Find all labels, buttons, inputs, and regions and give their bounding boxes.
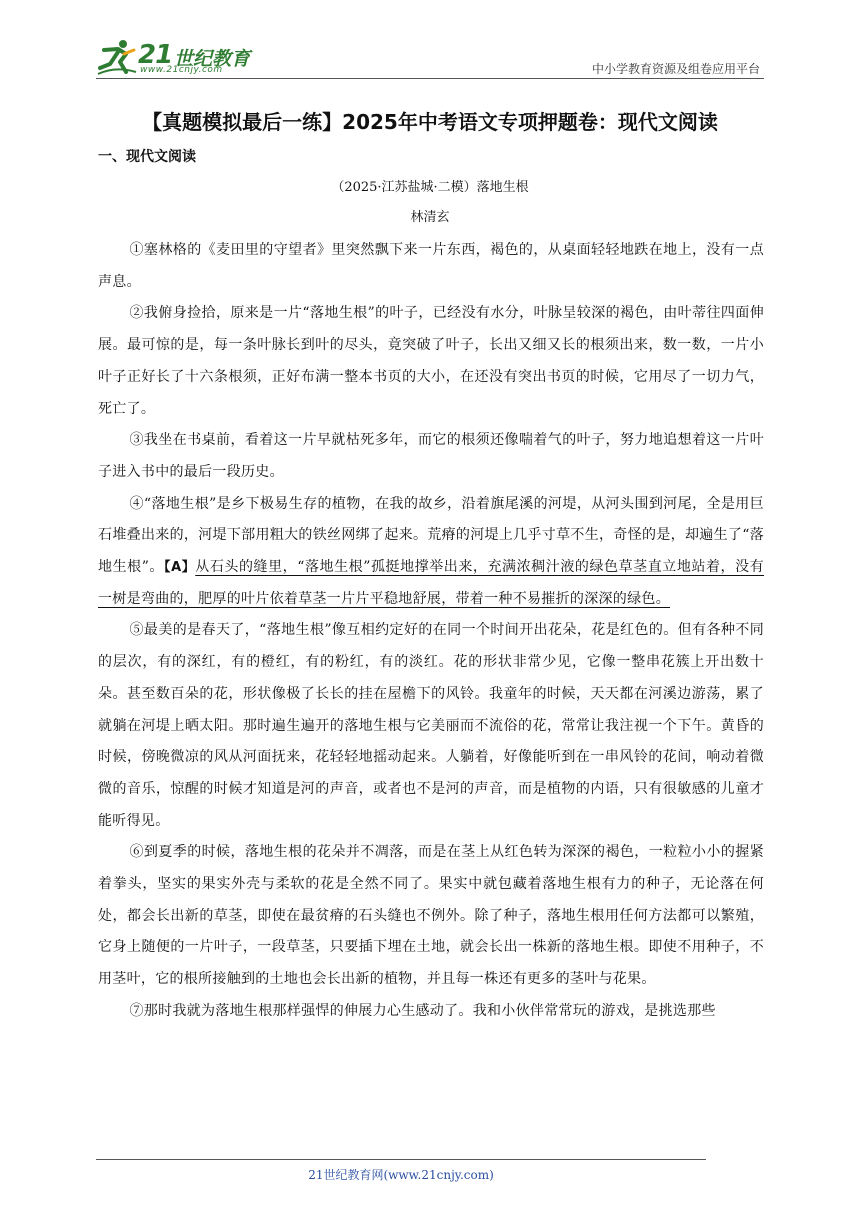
underlined-sentence: 从石头的缝里，“落地生根”孤挺地撑举出来，充满浓稠汁液的绿色草茎直立地站着，没有一树是弯曲的，肥厚的叶片依着草茎一片片平稳地舒展，带着一种不易摧折的深深的绿色。: [98, 559, 764, 607]
passage-source: （2025·江苏盐城·二模）落地生根: [331, 180, 529, 195]
paragraph-6: ⑥到夏季的时候，落地生根的花朵并不凋落，而是在茎上从红色转为深深的褐色，一粒粒小小的握紧着拳头，坚实的果实外壳与柔软的花是全然不同了。果实中就包藏着落地生根有力的种子，无论落在何处，都会长出新的草茎，即使在最贫瘠的石头缝也不例外。除了种子，落地生根用任何方法都可以繁殖，它身上随便的一片叶子，一段草茎，只要插下埋在土地，就会长出一株新的落地生根。即使不用种子，不用茎叶，它的根所接触到的土地也会长出新的植物，并且每一株还有更多的茎叶与花果。: [98, 844, 764, 988]
paragraph-4-text: ④“落地生根”是乡下极易生存的植物，在我的故乡，沿着旗尾溪的河堤，从河头围到河尾，全是用巨石堆叠出来的，河堤下部用粗大的铁丝网绑了起来。荒瘠的河堤上几乎寸草不生，奇怪的是，却遍生了“落地生根”。: [98, 495, 764, 576]
site-logo[interactable]: [96, 36, 256, 78]
page-header: [96, 36, 764, 78]
header-divider: [96, 78, 764, 79]
footer-divider: [96, 1159, 706, 1160]
page-title: 【真题模拟最后一练】2025年中考语文专项押题卷：现代文阅读: [142, 110, 718, 134]
platform-name: 中小学教育资源及组卷应用平台: [591, 62, 760, 76]
annotation-tag-a: 【A】: [164, 560, 196, 576]
logo-number: 21: [138, 40, 173, 70]
passage-body: [98, 235, 764, 1028]
footer-link[interactable]: 21世纪教育网(www.21cnjy.com): [308, 1168, 494, 1182]
passage-author: 林清玄: [410, 210, 450, 225]
logo-url: www.21cnjy.com: [140, 65, 223, 75]
section-heading: 一、现代文阅读: [98, 149, 196, 165]
paragraph-5: ⑤最美的是春天了，“落地生根”像互相约定好的在同一个时间开出花朵，花是红色的。但有各种不同的层次，有的深红，有的橙红，有的粉红，有的淡红。花的形状非常少见，它像一整串花簇上开出数十朵。甚至数百朵的花，形状像极了长长的挂在屋檐下的风铃。我童年的时候，天天都在河溪边游荡，累了就躺在河堤上晒太阳。那时遍生遍开的落地生根与它美丽而不流俗的花，常常让我注视一个下午。黄昏的时候，傍晚微凉的风从河面抚来，花轻轻地摇动起来。人躺着，好像能听到在一串风铃的花间，响动着微微的音乐，惊醒的时候才知道是河的声音，或者也不是河的声音，而是植物的内语，只有很敏感的儿童才能听得见。: [98, 622, 764, 829]
paragraph-2: ②我俯身捡拾，原来是一片“落地生根”的叶子，已经没有水分，叶脉呈较深的褐色，由叶蒂往四面伸展。最可惊的是，每一条叶脉长到叶的尽头，竟突破了叶子，长出又细又长的根须出来，数一数，一片小叶子正好长了十六条根须，正好布满一整本书页的大小，在还没有突出书页的时候，它用尽了一切力气，死亡了。: [98, 305, 764, 417]
paragraph-7: ⑦那时我就为落地生根那样强悍的伸展力心生感动了。我和小伙伴常常玩的游戏，是挑选那些: [129, 1002, 716, 1019]
logo-text: 世纪教育: [174, 48, 251, 70]
runner-icon: [96, 38, 138, 76]
paragraph-1: ①塞林格的《麦田里的守望者》里突然飘下来一片东西，褐色的，从桌面轻轻地跌在地上，没有一点声息。: [98, 242, 764, 290]
paragraph-3: ③我坐在书桌前，看着这一片早就枯死多年，而它的根须还像喘着气的叶子，努力地追想着这一片叶子进入书中的最后一段历史。: [98, 432, 764, 480]
paragraph-4: [98, 489, 764, 616]
